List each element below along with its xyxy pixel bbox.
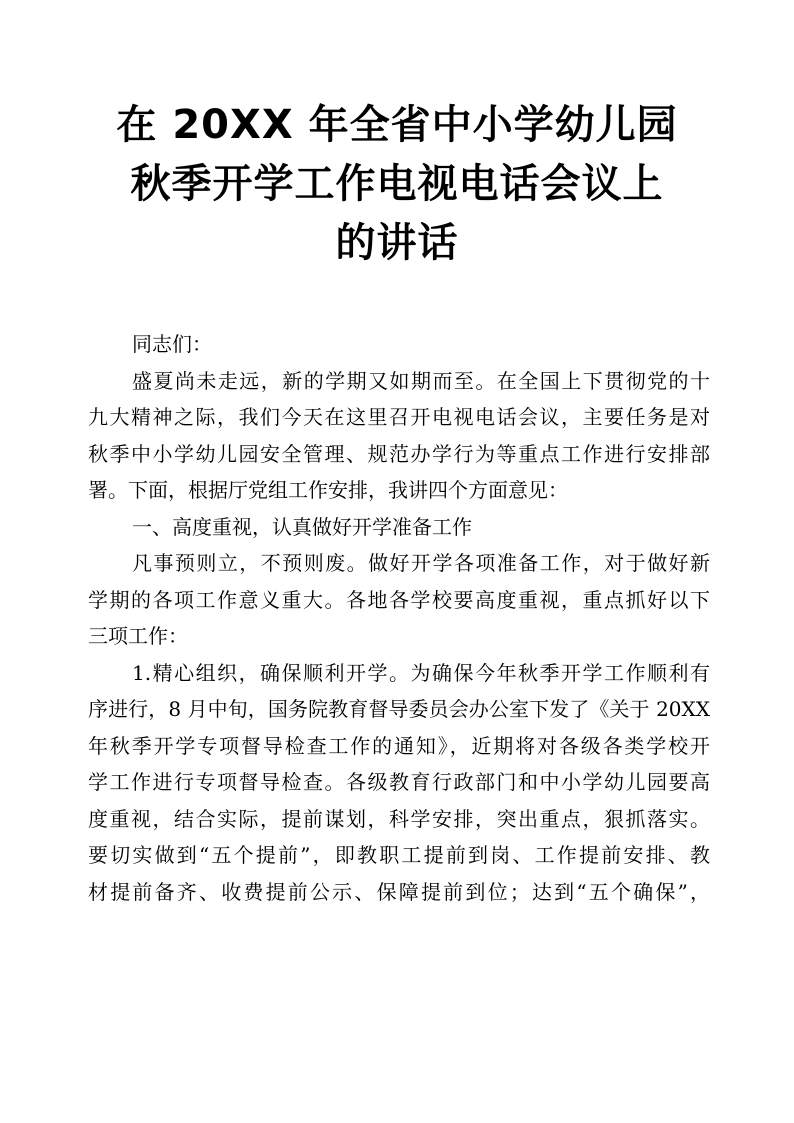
title-line: 的讲话 <box>335 220 459 266</box>
body-line: 材提前备齐、收费提前公示、保障提前到位；达到“五个确保”， <box>88 879 710 904</box>
body-line: 度重视，结合实际，提前谋划，科学安排，突出重点，狠抓落实。 <box>88 806 710 831</box>
body-line: 盛夏尚未走远，新的学期又如期而至。在全国上下贯彻党的十 <box>132 368 710 393</box>
title-line: 在 20XX 年全省中小学幼儿园 <box>116 102 678 148</box>
body-line: 署。下面，根据厅党组工作安排，我讲四个方面意见： <box>88 478 568 502</box>
body-line: 学工作进行专项督导检查。各级教育行政部门和中小学幼儿园要高 <box>88 770 710 794</box>
body-line: 年秋季开学专项督导检查工作的通知》，近期将对各级各类学校开 <box>88 733 710 758</box>
document-title <box>80 96 714 273</box>
body-line: 序进行，8 月中旬，国务院教育督导委员会办公室下发了《关于 20XX <box>88 697 710 721</box>
body-line: 1.精心组织，确保顺利开学。为确保今年秋季开学工作顺利有 <box>132 660 710 685</box>
body-line: 要切实做到“五个提前”，即教职工提前到岗、工作提前安排、教 <box>88 843 710 867</box>
body-line: 秋季中小学幼儿园安全管理、规范办学行为等重点工作进行安排部 <box>88 441 710 466</box>
body-line: 凡事预则立，不预则废。做好开学各项准备工作，对于做好新 <box>132 551 710 575</box>
salutation: 同志们： <box>132 332 212 356</box>
document-body <box>88 326 710 910</box>
body-line: 九大精神之际，我们今天在这里召开电视电话会议，主要任务是对 <box>88 405 710 429</box>
title-line: 秋季开学工作电视电话会议上 <box>130 161 664 207</box>
body-line: 三项工作： <box>88 624 188 648</box>
body-line: 学期的各项工作意义重大。各地各学校要高度重视，重点抓好以下 <box>88 587 710 612</box>
section-heading: 一、高度重视，认真做好开学准备工作 <box>132 514 472 539</box>
